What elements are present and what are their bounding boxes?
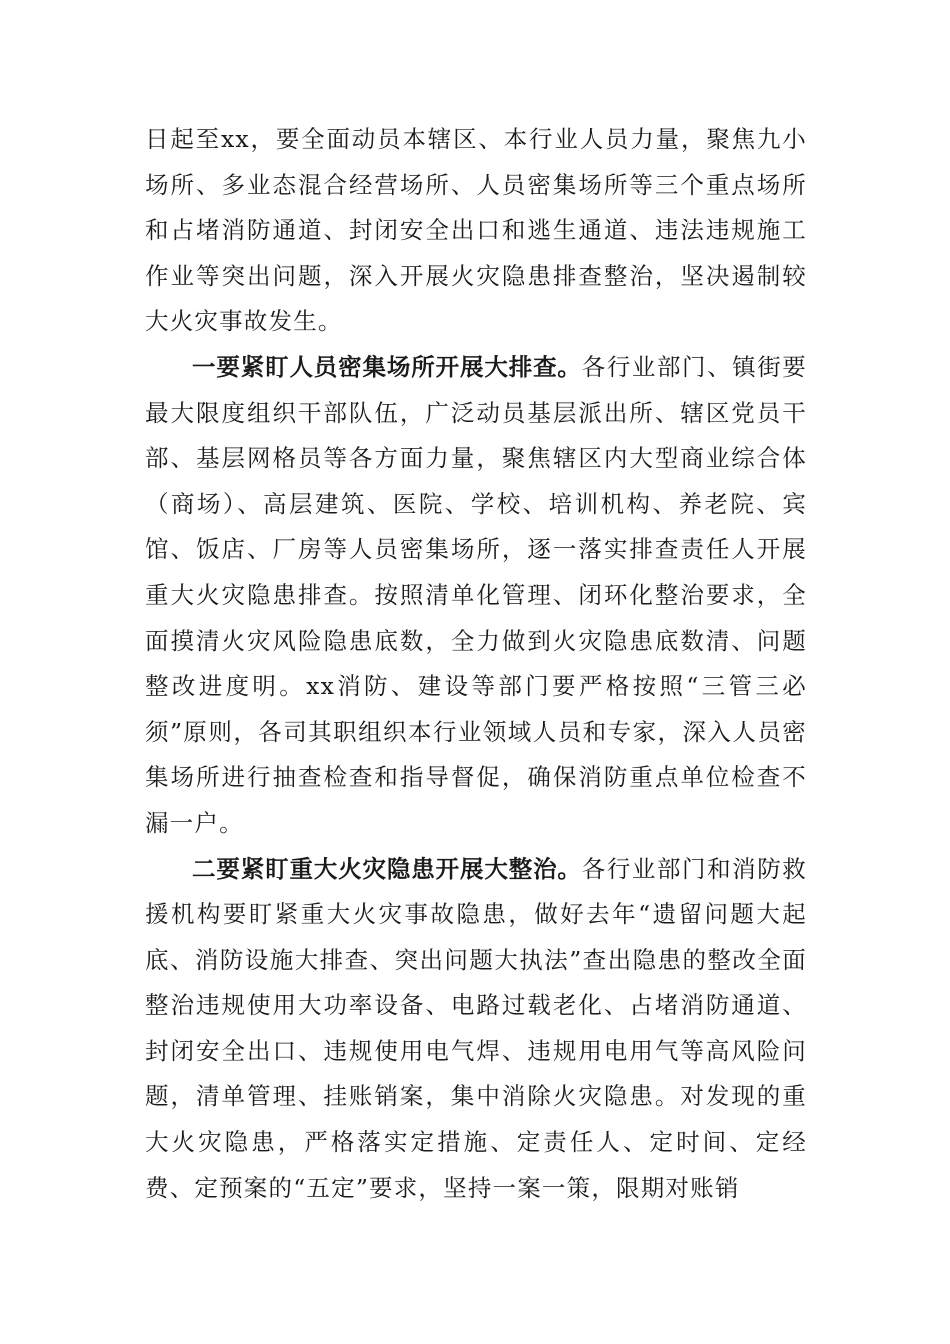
paragraph-intro-continuation bbox=[145, 117, 807, 345]
paragraph-text: 各行业部门和消防救援机构要盯紧重大火灾事故隐患，做好去年“遗留问题大起底、消防设施大排查、突出问题大执法”查出隐患的整改全面整治违规使用大功率设备、电路过载老化、占堵消防通道、封闭安全出口、违规使用电气焊、违规用电用气等高风险问题，清单管理、挂账销案，集中消除火灾隐患。对发现的重大火灾隐患，严格落实定措施、定责任人、定时间、定经费、定预案的“五定”要求，坚持一案一策，限期对账销 bbox=[145, 854, 807, 1202]
document-body bbox=[145, 117, 807, 1211]
paragraph-heading: 一要紧盯人员密集场所开展大排查。 bbox=[192, 352, 582, 381]
paragraph-crowded-places-inspection bbox=[145, 345, 807, 847]
paragraph-text: 各行业部门、镇街要最大限度组织干部队伍，广泛动员基层派出所、辖区党员干部、基层网格员等各方面力量，聚焦辖区内大型商业综合体（商场）、高层建筑、医院、学校、培训机构、养老院、宾馆、饭店、厂房等人员密集场所，逐一落实排查责任人开展重大火灾隐患排查。按照清单化管理、闭环化整治要求，全面摸清火灾风险隐患底数，全力做到火灾隐患底数清、问题整改进度明。xx消防、建设等部门要严格按照“三管三必须”原则，各司其职组织本行业领域人员和专家，深入人员密集场所进行抽查检查和指导督促，确保消防重点单位检查不漏一户。 bbox=[145, 352, 807, 837]
paragraph-heading: 二要紧盯重大火灾隐患开展大整治。 bbox=[192, 854, 582, 883]
paragraph-major-hazard-rectification bbox=[145, 847, 807, 1212]
paragraph-text: 日起至xx，要全面动员本辖区、本行业人员力量，聚焦九小场所、多业态混合经营场所、人员密集场所等三个重点场所和占堵消防通道、封闭安全出口和逃生通道、违法违规施工作业等突出问题，深入开展火灾隐患排查整治，坚决遏制较大火灾事故发生。 bbox=[145, 125, 807, 336]
